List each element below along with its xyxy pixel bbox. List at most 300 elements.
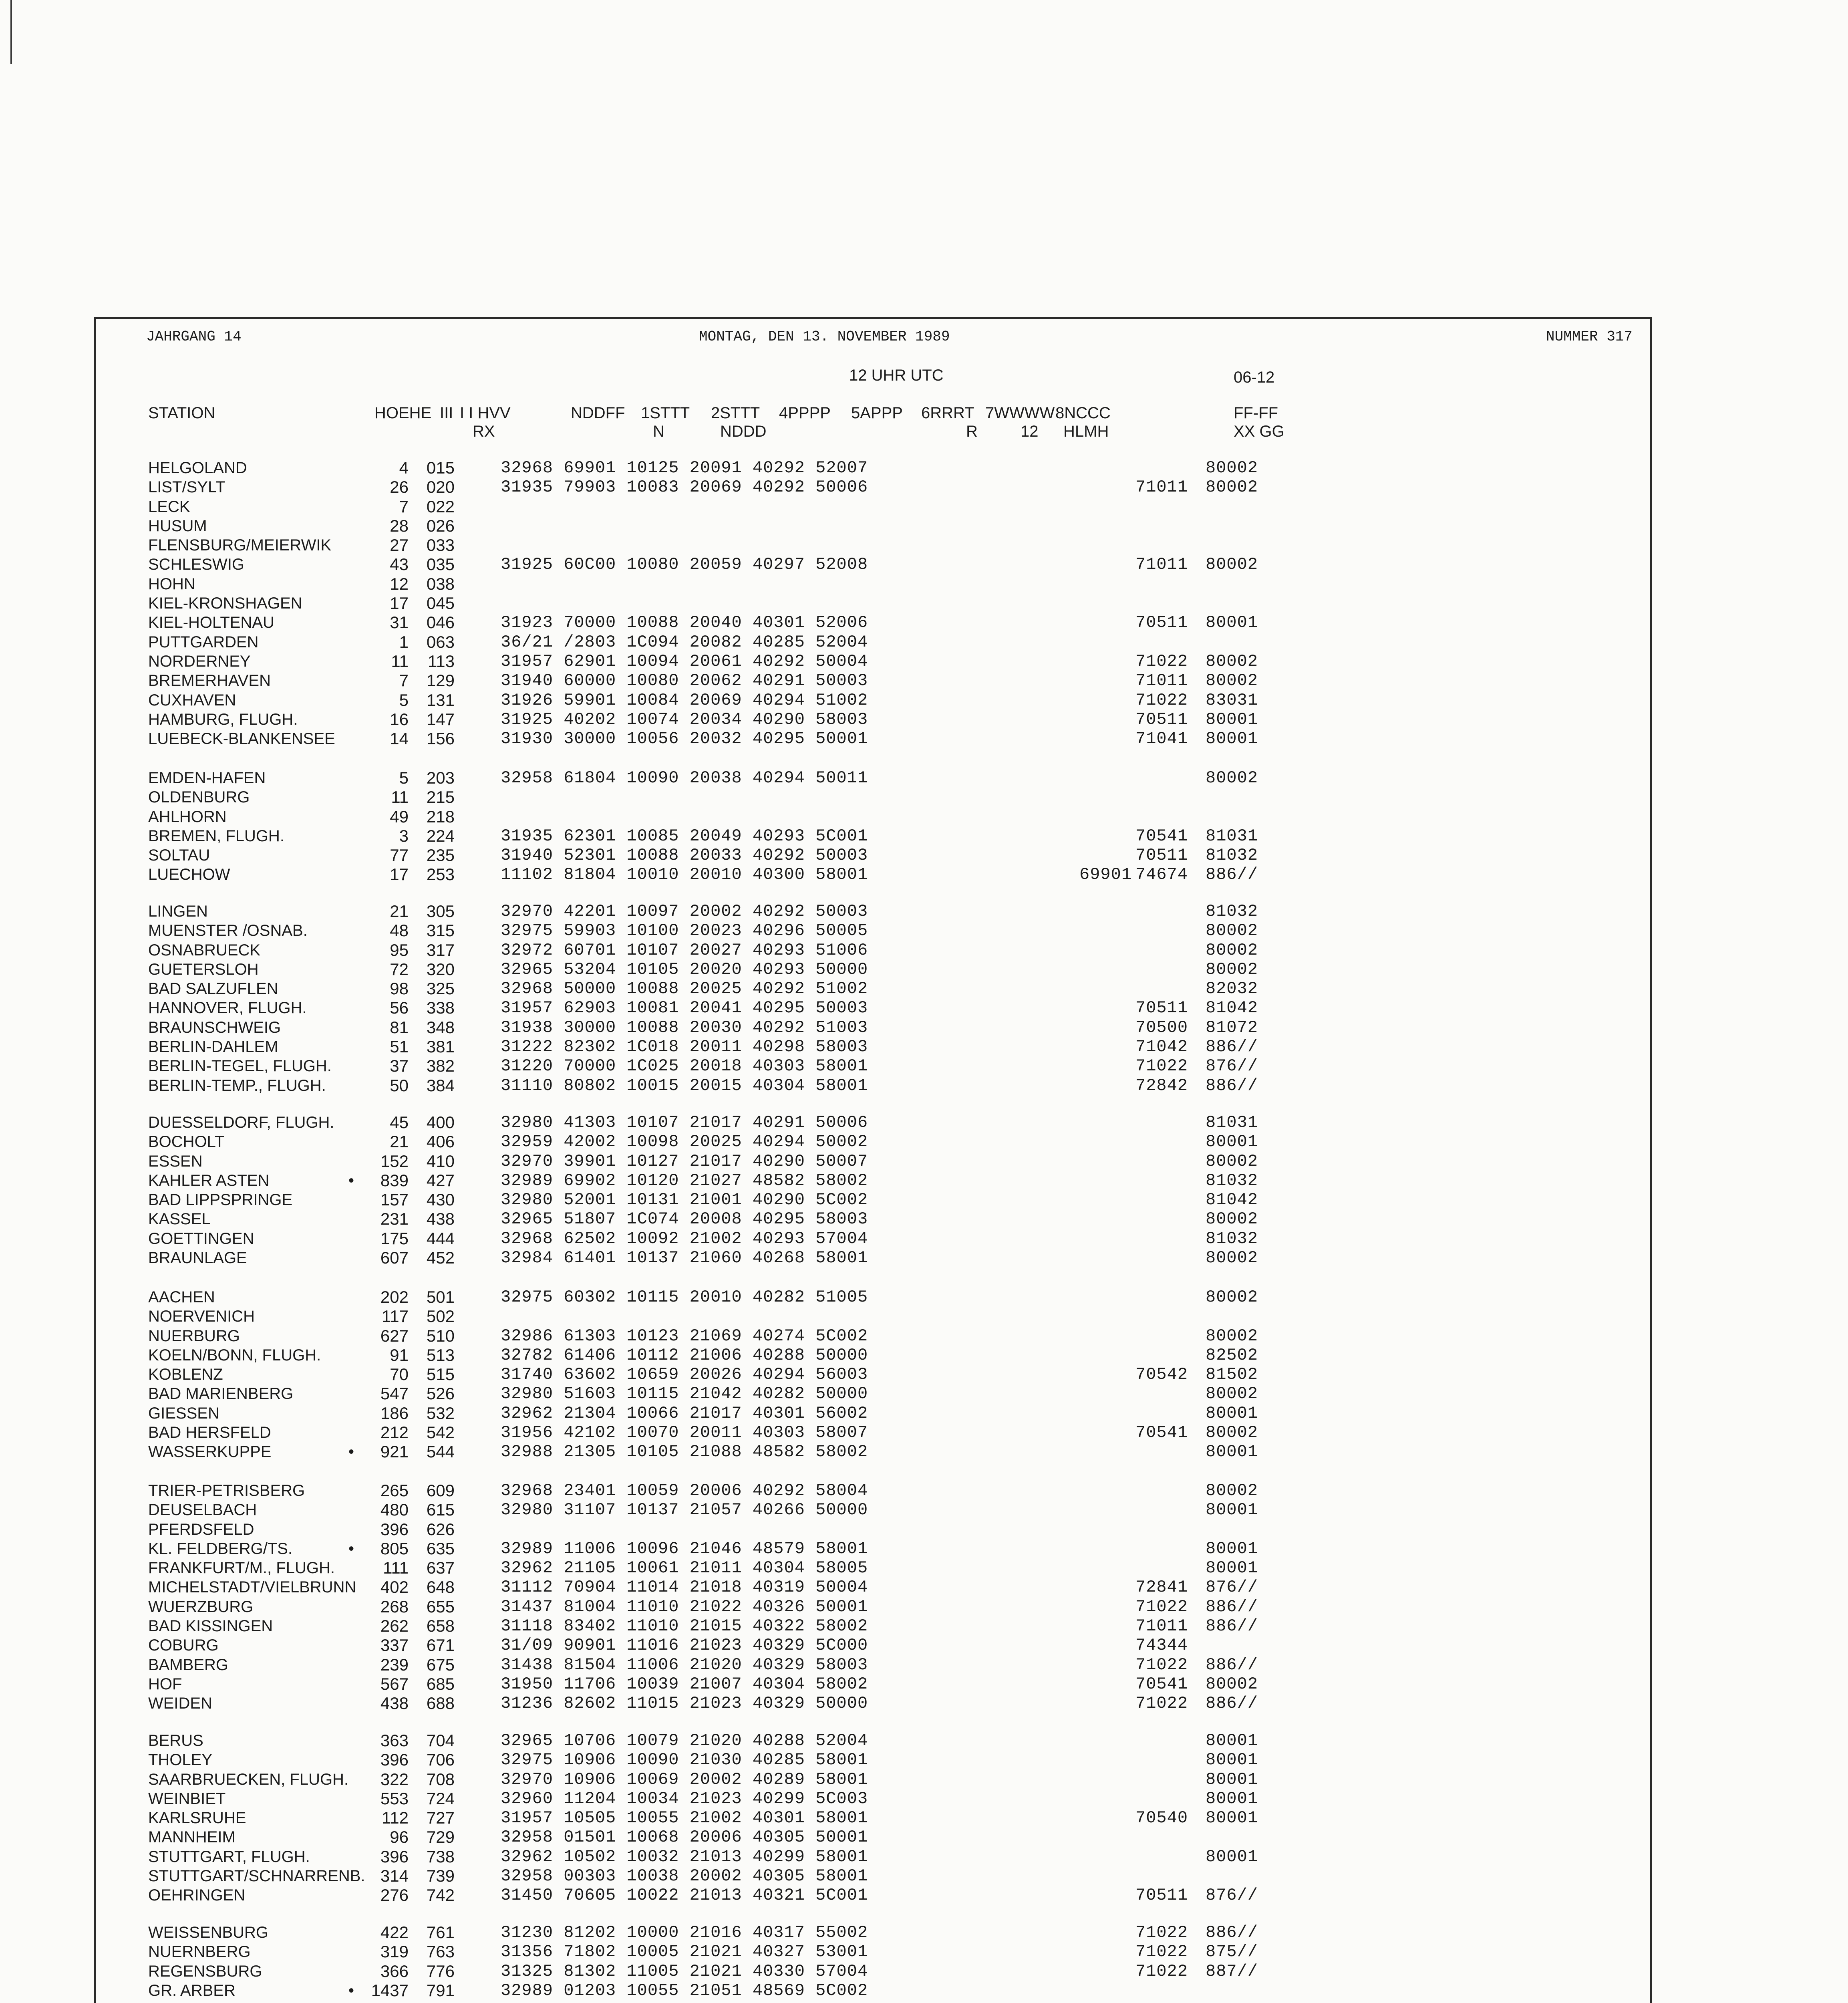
station-group [148,1923,1630,2000]
station-row [148,941,1630,960]
cloud-group: 80001 [1206,1769,1258,1789]
col-1sttt: 1STTT [641,404,690,422]
station-id: 015 [426,458,455,477]
station-altitude: 157 [380,1190,409,1209]
station-id: 791 [426,1981,455,2000]
col-4pppp: 4PPPP [779,404,831,422]
station-altitude: 805 [380,1539,409,1558]
station-row [148,1578,1630,1597]
station-altitude: 17 [390,865,409,884]
station-row [148,1808,1630,1828]
station-name: EMDEN-HAFEN [148,769,266,787]
station-row [148,613,1630,632]
synop-groups: 31956 42102 10070 20011 40303 58007 [501,1423,868,1443]
station-row [148,1923,1630,1942]
station-id: 763 [426,1942,455,1961]
weather-group: 70511 [1135,846,1188,865]
weather-group: 71022 [1135,1694,1188,1713]
synop-groups: 32970 39901 10127 21017 40290 50007 [501,1151,868,1171]
station-row [148,1248,1630,1267]
station-name: WUERZBURG [148,1598,254,1616]
station-row [148,1500,1630,1519]
station-row [148,998,1630,1018]
station-altitude: 21 [390,902,409,921]
station-name: KARLSRUHE [148,1809,246,1827]
cloud-group: 80001 [1206,1808,1258,1828]
station-name: HELGOLAND [148,459,247,477]
station-row [148,691,1630,710]
station-row [148,1190,1630,1209]
station-id: 046 [426,613,455,632]
synop-groups: 32980 52001 10131 21001 40290 5C002 [501,1190,868,1210]
station-row [148,1288,1630,1307]
station-name: GIESSEN [148,1404,219,1422]
cloud-group: 80001 [1206,1442,1258,1462]
cloud-group: 81042 [1206,998,1258,1018]
cloud-group: 80002 [1206,671,1258,691]
station-id: 513 [426,1345,455,1364]
station-row [148,1981,1630,2000]
mountain-marker: • [348,1443,354,1461]
col-hvv: I I HVV [460,404,511,422]
synop-groups: 32980 31107 10137 21057 40266 50000 [501,1500,868,1520]
col-6rrrt: 6RRRT [921,404,974,422]
station-name: PFERDSFELD [148,1520,254,1538]
station-name: BREMEN, FLUGH. [148,827,285,845]
synop-groups: 32782 61406 10112 21006 40288 50000 [501,1345,868,1365]
station-id: 305 [426,902,455,921]
station-name: GR. ARBER [148,1981,236,1999]
cloud-group: 886// [1206,1655,1258,1675]
station-row [148,1558,1630,1578]
station-row [148,458,1630,478]
station-row [148,710,1630,729]
station-id: 501 [426,1288,455,1306]
cloud-group: 80002 [1206,458,1258,478]
cloud-group: 80001 [1206,1539,1258,1558]
weather-group: 71022 [1135,1655,1188,1675]
station-id: 704 [426,1731,455,1750]
station-altitude: 396 [380,1519,409,1539]
station-id: 675 [426,1655,455,1674]
station-row [148,497,1630,516]
weather-group: 71022 [1135,690,1188,710]
station-id: 727 [426,1808,455,1828]
station-altitude: 111 [383,1558,409,1578]
station-row [148,1209,1630,1229]
station-name: KASSEL [148,1210,211,1228]
cloud-group: 81031 [1206,1113,1258,1132]
station-name: KOELN/BONN, FLUGH. [148,1346,321,1364]
station-altitude: 72 [390,959,409,979]
station-group [148,902,1630,1095]
cloud-group: 80001 [1206,613,1258,633]
issue-number: NUMMER 317 [1546,328,1633,345]
station-group [148,1481,1630,1713]
station-altitude: 366 [380,1961,409,1981]
station-id: 738 [426,1847,455,1866]
period-label: 06-12 [1234,369,1275,386]
col-xx-gg: XX GG [1234,423,1284,440]
station-row [148,960,1630,979]
synop-groups: 32984 61401 10137 21060 40268 58001 [501,1248,868,1268]
station-row [148,846,1630,865]
station-altitude: 839 [380,1171,409,1190]
weather-group: 70511 [1135,998,1188,1018]
station-row [148,1655,1630,1675]
cloud-group: 80002 [1206,768,1258,788]
station-altitude: 37 [390,1056,409,1076]
station-id: 724 [426,1789,455,1808]
station-altitude: 11 [391,788,409,807]
station-altitude: 14 [390,729,409,748]
station-id: 045 [426,594,455,613]
station-altitude: 319 [380,1942,409,1961]
station-name: FRANKFURT/M., FLUGH. [148,1559,335,1577]
col-nddd: NDDD [720,423,767,440]
station-name: AHLHORN [148,808,227,826]
station-group [148,1113,1630,1267]
station-id: 637 [426,1558,455,1578]
station-name: WEIDEN [148,1695,212,1713]
synop-groups: 31926 59901 10084 20069 40294 51002 [501,690,868,710]
station-row [148,1229,1630,1248]
cloud-group: 82502 [1206,1345,1258,1365]
weather-group: 71022 [1135,1056,1188,1076]
synop-groups: 32960 11204 10034 21023 40299 5C003 [501,1789,868,1808]
station-name: STUTTGART, FLUGH. [148,1848,310,1866]
synop-groups: 31230 81202 10000 21016 40317 55002 [501,1923,868,1942]
mountain-marker: • [348,1981,354,1999]
col-rx: RX [473,423,495,440]
station-row [148,1750,1630,1769]
station-altitude: 50 [390,1076,409,1095]
station-name: WEISSENBURG [148,1924,269,1941]
station-altitude: 26 [390,478,409,497]
station-row [148,1636,1630,1655]
synop-groups: 31356 71802 10005 21021 40327 53001 [501,1942,868,1962]
station-altitude: 231 [380,1209,409,1229]
station-row [148,1942,1630,1961]
station-name: CUXHAVEN [148,691,236,709]
station-altitude: 51 [390,1037,409,1056]
synop-groups: 31437 81004 11010 21022 40326 50001 [501,1597,868,1616]
cloud-group: 876// [1206,1578,1258,1597]
station-id: 427 [426,1171,455,1190]
station-altitude: 77 [390,846,409,865]
station-row [148,1866,1630,1886]
station-name: MUENSTER /OSNAB. [148,922,308,940]
station-name: LUEBECK-BLANKENSEE [148,730,335,748]
weather-group: 70541 [1135,1674,1188,1694]
cloud-group: 876// [1206,1056,1258,1076]
station-altitude: 480 [380,1500,409,1519]
cloud-group: 80001 [1206,1403,1258,1423]
station-id: 430 [426,1190,455,1209]
station-row [148,1171,1630,1190]
station-altitude: 202 [380,1288,409,1306]
station-name: TRIER-PETRISBERG [148,1482,305,1499]
station-name: SOLTAU [148,846,210,864]
cloud-group: 80002 [1206,1674,1258,1694]
station-name: KIEL-KRONSHAGEN [148,594,302,613]
station-id: 635 [426,1539,455,1558]
station-altitude: 16 [390,709,409,729]
station-altitude: 607 [380,1248,409,1267]
cloud-group: 81032 [1206,1171,1258,1190]
station-altitude: 1437 [371,1981,409,2000]
station-altitude: 547 [380,1384,409,1403]
weather-group: 72841 [1135,1578,1188,1597]
station-altitude: 27 [390,536,409,555]
station-name: WEINBIET [148,1789,226,1808]
station-altitude: 98 [390,979,409,998]
station-id: 215 [426,788,455,807]
station-row [148,1481,1630,1500]
station-name: GUETERSLOH [148,960,259,978]
cloud-group: 80002 [1206,1423,1258,1443]
cloud-group: 80001 [1206,729,1258,749]
station-row [148,865,1630,884]
station-row [148,1847,1630,1866]
station-row [148,1346,1630,1365]
station-row [148,768,1630,788]
cloud-group: 886// [1206,1597,1258,1616]
station-row [148,1694,1630,1713]
synop-groups: 31957 10505 10055 21002 40301 58001 [501,1808,868,1828]
synop-groups: 32958 61804 10090 20038 40294 50011 [501,768,868,788]
cloud-group: 80001 [1206,1558,1258,1578]
station-row [148,1037,1630,1056]
col-n: N [653,423,664,440]
synop-groups: 32968 50000 10088 20025 40292 51002 [501,979,868,999]
station-name: HUSUM [148,517,207,535]
station-row [148,1404,1630,1423]
station-name: NORDERNEY [148,652,251,670]
station-row [148,574,1630,594]
station-id: 129 [426,671,455,690]
cloud-group: 886// [1206,1694,1258,1713]
station-altitude: 81 [390,1018,409,1037]
weather-group: 74344 [1135,1636,1188,1655]
cloud-group: 80001 [1206,1500,1258,1520]
station-id: 532 [426,1403,455,1423]
col-ff-ff: FF-FF [1234,404,1278,422]
station-id: 688 [426,1694,455,1713]
synop-groups: 11102 81804 10010 20010 40300 58001 [501,865,868,885]
station-row [148,921,1630,940]
station-id: 317 [426,940,455,959]
synop-groups: 31940 60000 10080 20062 40291 50003 [501,671,868,691]
station-id: 038 [426,574,455,593]
station-altitude: 3 [399,826,409,845]
weather-group: 71011 [1135,478,1188,497]
station-altitude: 175 [380,1229,409,1248]
station-altitude: 11 [391,651,409,671]
station-name: WASSERKUPPE [148,1443,272,1461]
weather-group: 70541 [1135,1423,1188,1443]
station-altitude: 56 [390,998,409,1018]
station-row [148,1442,1630,1461]
synop-groups: 32965 53204 10105 20020 40293 50000 [501,959,868,979]
station-row [148,1056,1630,1076]
synop-groups: 32980 51603 10115 21042 40282 50000 [501,1384,868,1404]
station-id: 658 [426,1616,455,1636]
synop-groups: 31450 70605 10022 21013 40321 5C001 [501,1886,868,1905]
weather-group: 71042 [1135,1037,1188,1057]
station-altitude: 95 [390,940,409,959]
station-name: LIST/SYLT [148,478,225,496]
col-hoehe: HOEHE [374,404,432,422]
station-name: NUERBURG [148,1327,240,1345]
station-altitude: 4 [399,458,409,477]
weather-group: 70542 [1135,1365,1188,1384]
synop-groups: 32958 01501 10068 20006 40305 50001 [501,1828,868,1847]
station-name: KAHLER ASTEN [148,1171,270,1189]
cloud-group: 80002 [1206,940,1258,960]
station-name: OLDENBURG [148,788,250,806]
station-altitude: 438 [380,1694,409,1713]
synop-groups: 31118 83402 11010 21015 40322 58002 [501,1616,868,1636]
station-id: 218 [426,807,455,826]
station-row [148,1076,1630,1095]
cloud-group: 81032 [1206,1229,1258,1248]
station-altitude: 337 [380,1636,409,1655]
station-row [148,1326,1630,1346]
station-id: 320 [426,959,455,979]
station-id: 224 [426,826,455,845]
station-row [148,979,1630,998]
station-altitude: 212 [380,1423,409,1442]
synop-groups: 32965 51807 1C074 20008 40295 58003 [501,1209,868,1229]
synop-groups: 32980 41303 10107 21017 40291 50006 [501,1113,868,1132]
station-row [148,1384,1630,1403]
station-altitude: 265 [380,1481,409,1500]
station-name: HANNOVER, FLUGH. [148,999,307,1017]
station-id: 626 [426,1519,455,1539]
station-id: 502 [426,1307,455,1326]
station-name: NUERNBERG [148,1943,251,1961]
cloud-group: 80002 [1206,959,1258,979]
synop-groups: 32970 10906 10069 20002 40289 58001 [501,1769,868,1789]
station-altitude: 49 [390,807,409,826]
station-name: BOCHOLT [148,1133,225,1151]
station-name: BRAUNLAGE [148,1249,247,1267]
station-altitude: 396 [380,1847,409,1866]
station-id: 026 [426,516,455,535]
weather-group: 70511 [1135,709,1188,729]
station-name: MANNHEIM [148,1828,236,1846]
cloud-group: 81032 [1206,902,1258,921]
station-row [148,1132,1630,1151]
station-id: 382 [426,1056,455,1076]
station-altitude: 314 [380,1866,409,1886]
station-altitude: 627 [380,1326,409,1345]
synop-groups: 32958 00303 10038 20002 40305 58001 [501,1866,868,1886]
synop-groups: 31112 70904 11014 21018 40319 50004 [501,1578,868,1597]
cloud-group: 80001 [1206,1132,1258,1152]
cloud-group: 80002 [1206,1326,1258,1346]
col-2sttt: 2STTT [711,404,760,422]
station-id: 655 [426,1597,455,1616]
station-name: ESSEN [148,1152,203,1170]
col-7wwww: 7WWWW [985,404,1055,422]
station-row [148,807,1630,826]
station-group [148,768,1630,885]
station-altitude: 117 [382,1307,409,1326]
col-hlmh: HLMH [1063,423,1109,440]
station-id: 544 [426,1442,455,1461]
cloud-group: 81032 [1206,846,1258,865]
station-id: 410 [426,1151,455,1171]
station-altitude: 186 [380,1403,409,1423]
weather-group: 70540 [1135,1808,1188,1828]
station-row [148,516,1630,536]
synop-groups: 31925 60C00 10080 20059 40297 52008 [501,555,868,574]
col-iii: III [440,404,453,422]
station-name: DUESSELDORF, FLUGH. [148,1114,334,1131]
weather-group: 71011 [1135,555,1188,574]
station-row [148,1152,1630,1171]
weather-group: 71022 [1135,1961,1188,1981]
col-5appp: 5APPP [851,404,903,422]
station-id: 131 [426,690,455,709]
synop-groups: 32968 69901 10125 20091 40292 52007 [501,458,868,478]
station-altitude: 28 [390,516,409,535]
station-altitude: 5 [399,690,409,709]
station-row [148,536,1630,555]
station-id: 708 [426,1769,455,1789]
station-name: DEUSELBACH [148,1501,257,1519]
synop-groups: 36/21 /2803 1C094 20082 40285 52004 [501,632,868,652]
station-altitude: 5 [399,768,409,787]
cloud-group: 80002 [1206,1384,1258,1404]
cloud-group: 80001 [1206,1789,1258,1808]
station-altitude: 70 [390,1365,409,1384]
synop-groups: 31950 11706 10039 21007 40304 58002 [501,1674,868,1694]
station-row [148,1962,1630,1981]
station-altitude: 17 [390,594,409,613]
station-id: 325 [426,979,455,998]
station-row [148,1597,1630,1616]
station-id: 113 [428,651,455,671]
cloud-group: 80002 [1206,1248,1258,1268]
synop-groups: 31935 62301 10085 20049 40293 5C001 [501,826,868,846]
station-row [148,826,1630,846]
synop-groups: 32975 60302 10115 20010 40282 51005 [501,1288,868,1307]
station-altitude: 96 [390,1828,409,1847]
station-name: BAMBERG [148,1656,229,1674]
col-8nccc: 8NCCC [1055,404,1111,422]
station-altitude: 12 [390,574,409,593]
station-altitude: 45 [390,1113,409,1132]
station-row [148,1828,1630,1847]
station-id: 615 [426,1500,455,1519]
synop-groups: 31925 40202 10074 20034 40290 58003 [501,709,868,729]
station-name: BAD LIPPSPRINGE [148,1191,293,1209]
station-id: 542 [426,1423,455,1442]
station-name: HOF [148,1675,182,1693]
station-altitude: 152 [380,1151,409,1171]
cloud-group: 886// [1206,1616,1258,1636]
synop-groups: 32962 10502 10032 21013 40299 58001 [501,1847,868,1866]
synop-groups: 31220 70000 1C025 20018 40303 58001 [501,1056,868,1076]
cloud-group: 886// [1206,1923,1258,1942]
station-name: HOHN [148,575,195,593]
station-name: FLENSBURG/MEIERWIK [148,536,332,554]
station-name: GOETTINGEN [148,1229,254,1247]
station-altitude: 402 [380,1578,409,1597]
